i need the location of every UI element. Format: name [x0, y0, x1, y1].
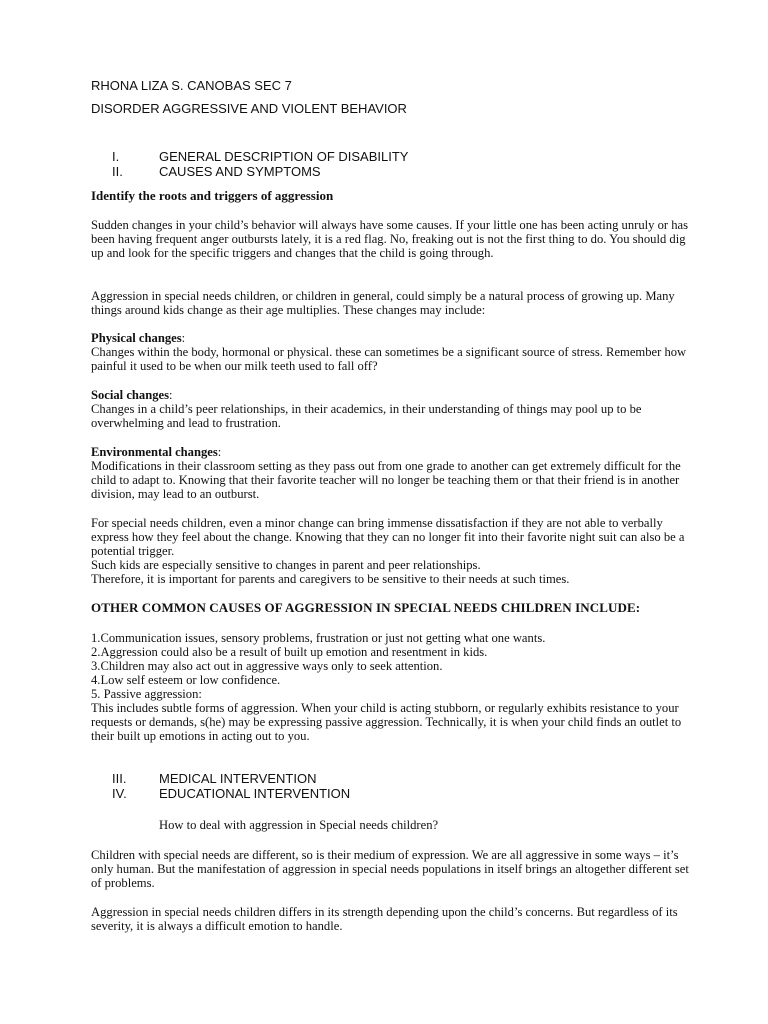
paragraph-aggression-strength: Aggression in special needs children differs in its strength depending upon the child’s concerns. But regardless of its severity, it is always a difficult emotion to handle. [91, 905, 678, 933]
list-item: 4.Low self esteem or low confidence. [91, 673, 281, 687]
document-title: DISORDER AGGRESSIVE AND VIOLENT BEHAVIOR [91, 101, 407, 116]
environmental-changes-label: Environmental changes [91, 445, 218, 459]
special-needs-text-1: For special needs children, even a minor change can bring immense dissatisfaction if they are not able to verbally express how they feel about the change. Knowing that they can no longer fit into their favorite night suit can also be a potential trigger. [91, 516, 685, 558]
paragraph-sudden-changes: Sudden changes in your child’s behavior will always have some causes. If your little one has been acting unruly or has been having frequent anger outbursts lately, it is a red flag. No, freaking out is not the first thing to do. You should dig up and look for the specific triggers and changes that the child is going through. [91, 218, 688, 260]
social-changes-label: Social changes [91, 388, 170, 402]
paragraph-special-needs-different: Children with special needs are different, so is their medium of expression. We are all aggressive in some ways – it’s only human. But the manifestation of aggression in special needs populations in itself brings an altogether different set of problems. [91, 848, 689, 890]
environmental-changes-text: Modifications in their classroom setting as they pass out from one grade to another can get extremely difficult for the child to adapt to. Knowing that their favorite teacher will no longer be teaching them or that their friend is in another division, may lead to an outburst. [91, 459, 681, 501]
section-heading-roots: Identify the roots and triggers of aggression [91, 188, 334, 203]
list-item: 3.Children may also act out in aggressive ways only to seek attention. [91, 659, 443, 673]
outline-number: IV. [112, 786, 127, 801]
outline-item-causes-symptoms [112, 164, 321, 179]
outline-label: CAUSES AND SYMPTOMS [159, 164, 321, 179]
paragraph-aggression-natural: Aggression in special needs children, or children in general, could simply be a natural process of growing up. Many things around kids change as their age multiplies. These changes may include: [91, 289, 675, 317]
list-item: 2.Aggression could also be a result of built up emotion and resentment in kids. [91, 645, 488, 659]
physical-changes-text: Changes within the body, hormonal or physical. these can sometimes be a significant source of stress. Remember how painful it used to be when our milk teeth used to fall off? [91, 345, 687, 373]
outline-number: III. [112, 771, 127, 786]
environmental-changes-block: Environmental changes: Modifications in their classroom setting as they pass out from one grade to another can get extremely difficult for the child to adapt to. Knowing that their favorite teacher will no longer be teaching them or that their friend is in another division, may lead to an outburst. [91, 445, 681, 501]
special-needs-text-2: Such kids are especially sensitive to changes in parent and peer relationships. [91, 558, 481, 572]
outline-item-educational-intervention [112, 786, 350, 801]
outline-item-general-description [112, 149, 408, 164]
list-item: 5. Passive aggression: [91, 687, 202, 701]
list-item: 1.Communication issues, sensory problems, frustration or just not getting what one wants. [91, 631, 546, 645]
outline-label: GENERAL DESCRIPTION OF DISABILITY [159, 149, 409, 164]
deal-question: How to deal with aggression in Special needs children? [159, 818, 439, 832]
physical-changes-block: Physical changes: Changes within the body, hormonal or physical. these can sometimes be a significant source of stress. Remember how painful it used to be when our milk teeth used to fall off? [91, 331, 687, 373]
physical-changes-label: Physical changes [91, 331, 182, 345]
passive-aggression-text: This includes subtle forms of aggression. When your child is acting stubborn, or regularly exhibits resistance to your requests or demands, s(he) may be expressing passive aggression. Technically, it is when your child finds an outlet to their built up emotions in acting out to you. [91, 701, 682, 743]
outline-number: I. [112, 149, 120, 164]
special-needs-paragraph [91, 516, 691, 586]
outline-number: II. [112, 164, 123, 179]
other-causes-heading: OTHER COMMON CAUSES OF AGGRESSION IN SPECIAL NEEDS CHILDREN INCLUDE: [91, 600, 641, 615]
special-needs-text-3: Therefore, it is important for parents and caregivers to be sensitive to their needs at such times. [91, 572, 570, 586]
outline-label: MEDICAL INTERVENTION [159, 771, 317, 786]
author-line: RHONA LIZA S. CANOBAS SEC 7 [91, 78, 292, 93]
outline-item-medical-intervention [112, 771, 316, 786]
other-causes-list [91, 631, 691, 743]
social-changes-text: Changes in a child’s peer relationships, in their academics, in their understanding of things may pool up to be overwhelming and lead to frustration. [91, 402, 642, 430]
social-changes-block: Social changes: Changes in a child’s peer relationships, in their academics, in their understanding of things may pool up to be overwhelming and lead to frustration. [91, 388, 642, 430]
outline-label: EDUCATIONAL INTERVENTION [159, 786, 351, 801]
